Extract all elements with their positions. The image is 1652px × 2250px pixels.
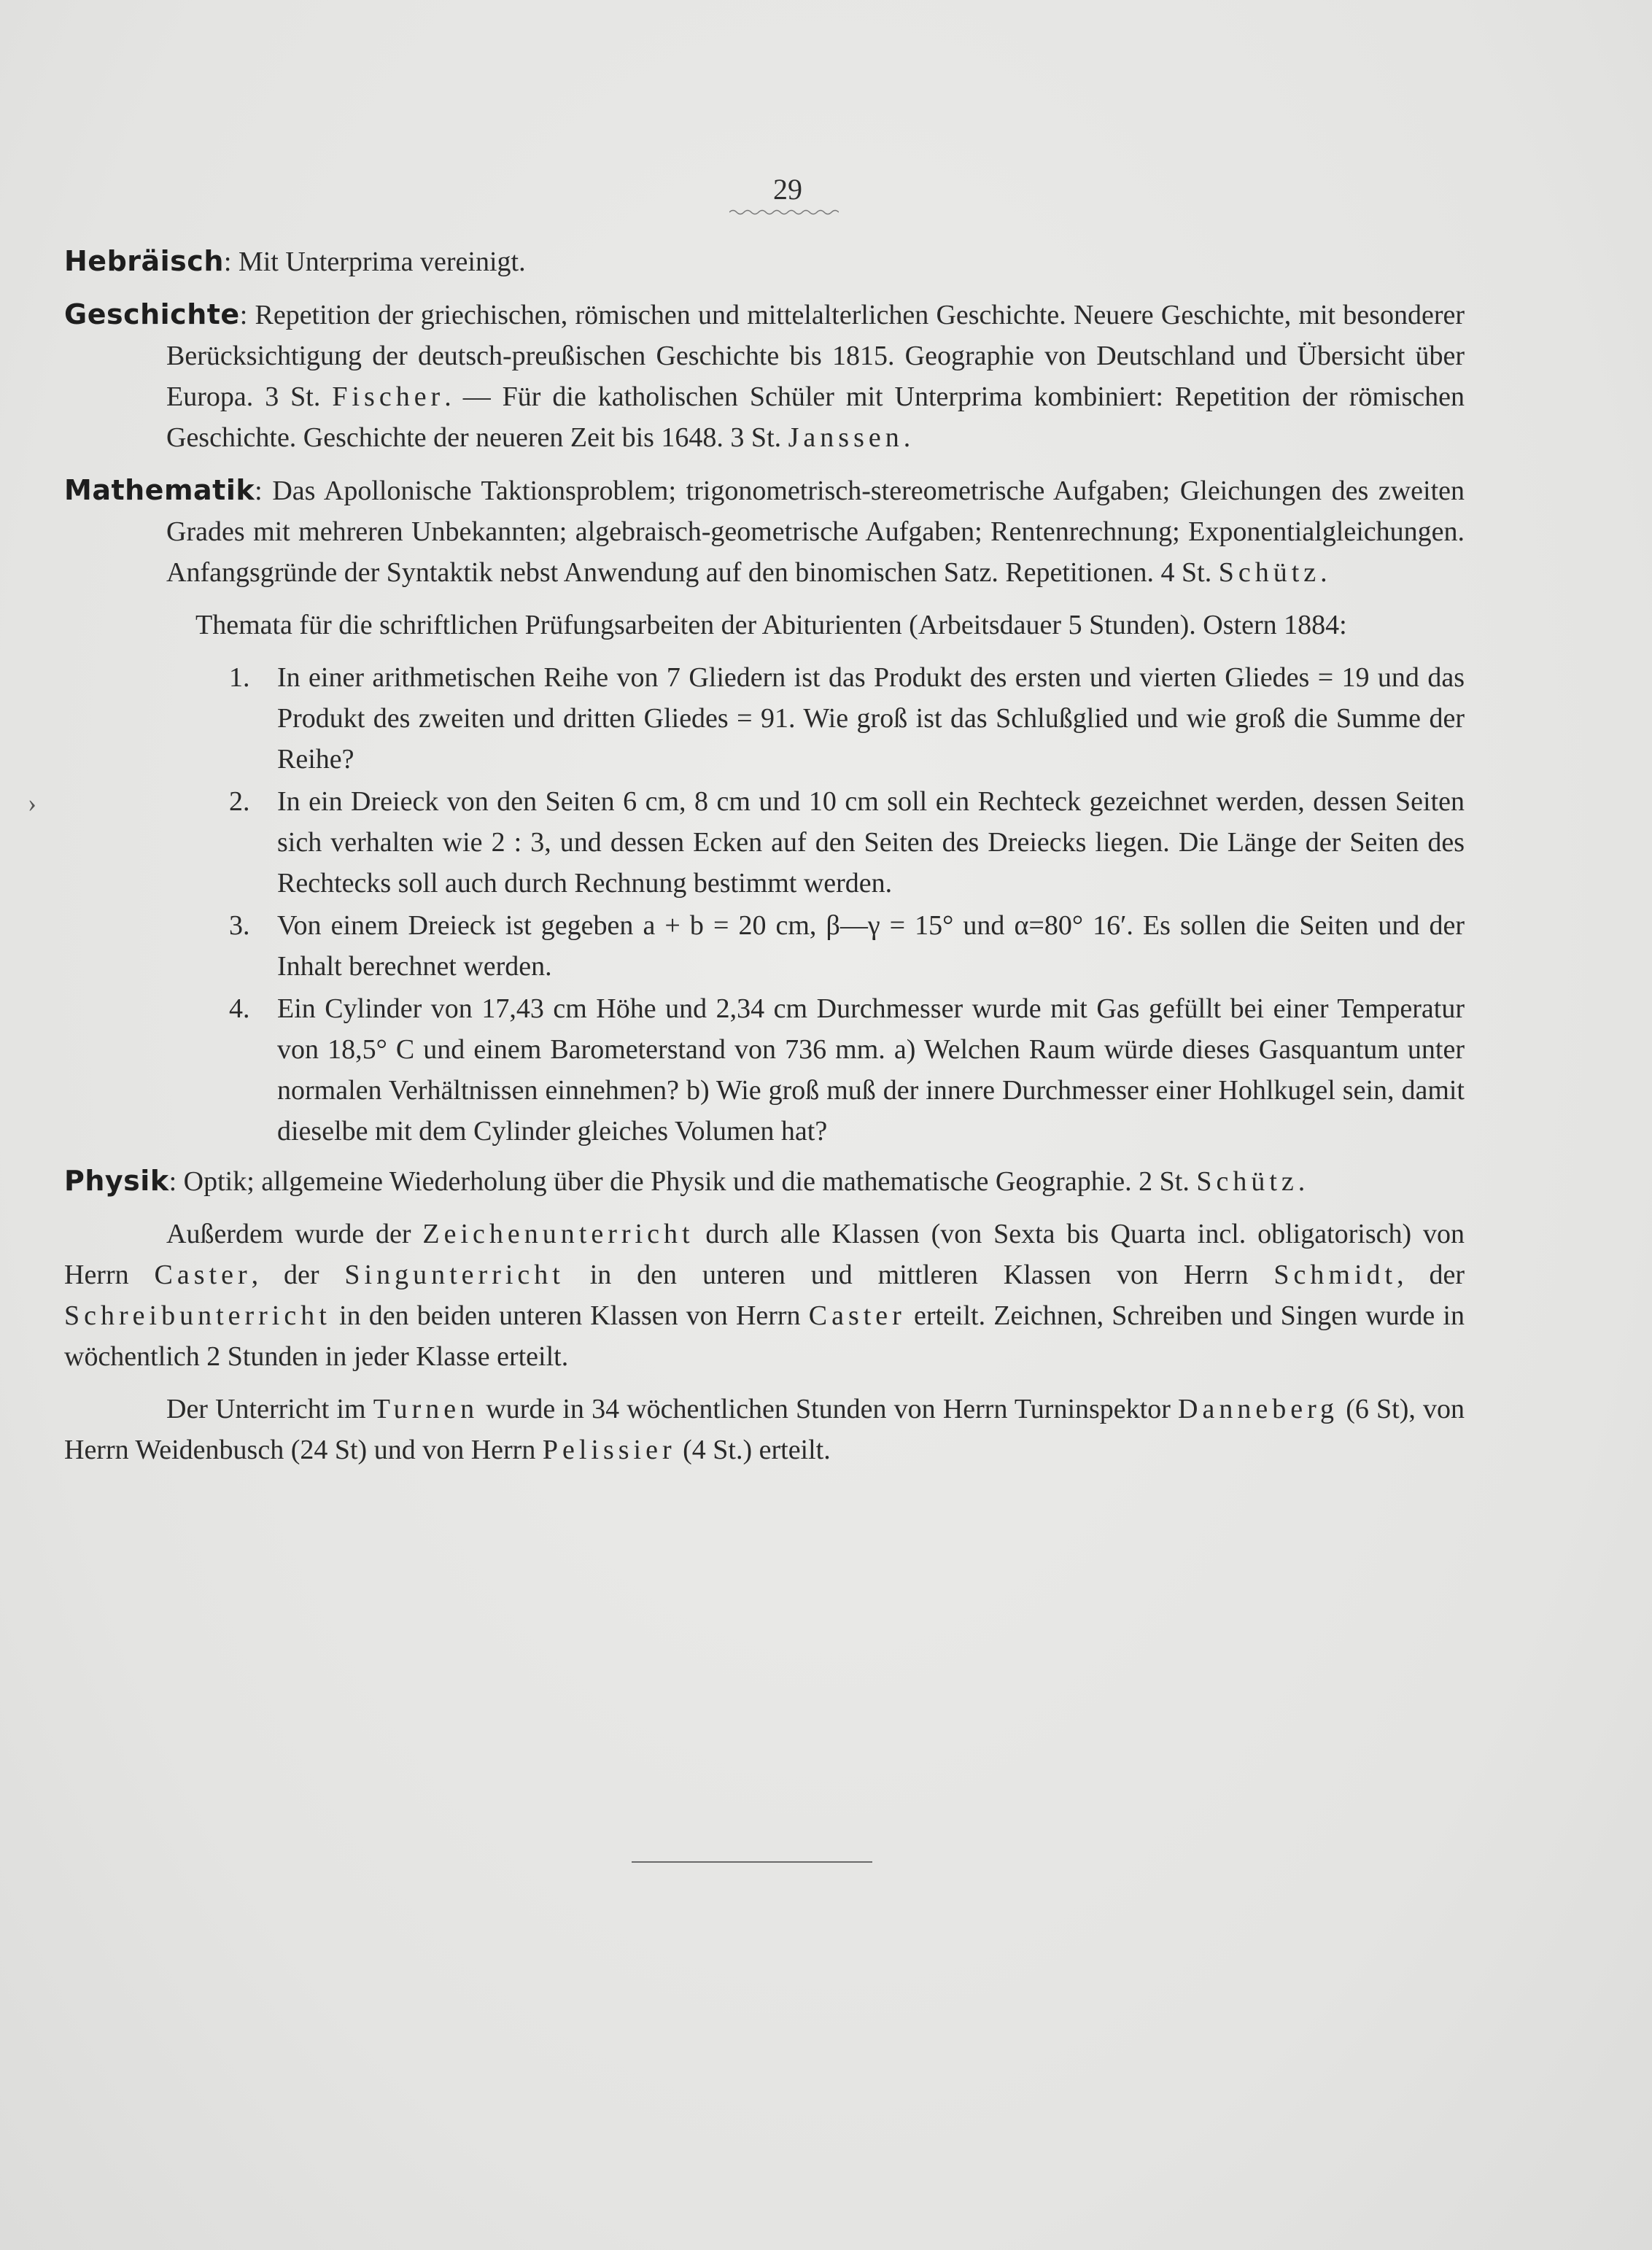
course-name: Turnen	[373, 1394, 479, 1424]
paragraph-text: erteilt. Zeichnen, Schreiben und Singen wurde in wöchentlich 2 Stunden in jeder Klasse erteilt.	[64, 1300, 1465, 1372]
task-text: In einer arithmetischen Reihe von 7 Gliedern ist das Produkt des ersten und vierten Gliedes = 19 und das Produkt des zweiten und dritten Gliedes = 91. Wie groß ist das Schlußglied und wie groß die Summe der Reihe?	[277, 662, 1465, 775]
paragraph-text: , der	[251, 1260, 345, 1290]
list-item	[64, 781, 1465, 904]
section-text: .	[903, 422, 911, 453]
paragraph-text: (4 St.) erteilt.	[675, 1435, 831, 1465]
course-name: Schreibunterricht	[64, 1300, 331, 1331]
subject-label-physik: Physik	[64, 1165, 169, 1197]
teacher-name: Caster	[808, 1300, 906, 1331]
paragraph-text: durch alle Klassen (von Sexta bis Quarta incl. obligatorisch) von Herrn	[64, 1219, 1465, 1290]
section-geschichte	[64, 294, 1465, 458]
task-number: 4.	[229, 993, 250, 1024]
paragraph-text: in den unteren und mittleren Klassen von Herrn	[564, 1260, 1274, 1290]
exam-task-list	[64, 657, 1465, 1152]
paragraph-text: Außerdem wurde der	[166, 1219, 423, 1249]
course-name: Zeichenunterricht	[422, 1219, 694, 1249]
section-hebraeisch	[64, 241, 1465, 282]
teacher-name: Danneberg	[1178, 1394, 1339, 1424]
section-divider	[632, 1861, 872, 1863]
paragraph-turnen	[64, 1389, 1465, 1470]
teacher-name: Schütz	[1218, 557, 1321, 588]
subject-label-mathematik: Mathematik	[64, 474, 255, 506]
teacher-name: Fischer	[332, 381, 445, 412]
list-item	[64, 657, 1465, 780]
document-body	[64, 241, 1465, 1482]
paragraph-text: in den beiden unteren Klassen von Herrn	[330, 1300, 809, 1331]
page-number: 29	[773, 173, 802, 206]
paragraph-text: Der Unterricht im	[166, 1394, 373, 1424]
section-text: .	[1298, 1166, 1306, 1197]
section-text: : Mit Unterprima vereinigt.	[223, 247, 526, 277]
task-number: 3.	[229, 910, 250, 941]
list-item	[64, 988, 1465, 1152]
section-text: : Repetition der griechischen, römischen und mittelalterlichen Geschichte. Neuere Geschichte, mit besonderer Berücksichtigung der deutsch-preußischen Geschichte bis 1815. Geographie von Deutschland und Übersicht über Europa. 3 St.	[166, 300, 1465, 412]
margin-mark: ›	[28, 788, 36, 818]
subject-label-hebraeisch: Hebräisch	[64, 245, 224, 277]
task-text: Von einem Dreieck ist gegeben a + b = 20 cm, β—γ = 15° und α=80° 16′. Es sollen die Seiten und der Inhalt berechnet werden.	[277, 910, 1465, 982]
teacher-name: Schmidt	[1273, 1260, 1397, 1290]
section-physik	[64, 1160, 1465, 1202]
section-text: .	[1320, 557, 1327, 588]
section-text: : Das Apollonische Taktionsproblem; trigonometrisch-stereometrische Aufgaben; Gleichungen des zweiten Grades mit mehreren Unbekannten; algebraisch-geometrische Aufgaben; Rentenrechnung; Exponentialgleichungen. Anfangsgründe der Syntaktik nebst Anwendung auf den binomischen Satz. Repetitionen. 4 St.	[166, 476, 1465, 588]
task-text: Ein Cylinder von 17,43 cm Höhe und 2,34 cm Durchmesser wurde mit Gas gefüllt bei einer Temperatur von 18,5° C und einem Barometerstand von 736 mm. a) Welchen Raum würde dieses Gasquantum unter normalen Verhältnissen einnehmen? b) Wie groß muß der innere Durchmesser einer Hohlkugel sein, damit dieselbe mit dem Cylinder gleiches Volumen hat?	[277, 993, 1465, 1147]
section-mathematik	[64, 470, 1465, 593]
section-text: : Optik; allgemeine Wiederholung über die Physik und die mathematische Geographie. 2 St.	[168, 1166, 1197, 1197]
subject-label-geschichte: Geschichte	[64, 298, 240, 330]
task-text: In ein Dreieck von den Seiten 6 cm, 8 cm und 10 cm soll ein Rechteck gezeichnet werden, dessen Seiten sich verhalten wie 2 : 3, und dessen Ecken auf den Seiten des Dreiecks liegen. Die Länge der Seiten des Rechtecks soll auch durch Rechnung bestimmt werden.	[277, 786, 1465, 899]
page-number-ornament	[729, 209, 839, 216]
task-number: 2.	[229, 786, 250, 817]
teacher-name: Pelissier	[542, 1435, 676, 1465]
list-item	[64, 905, 1465, 987]
themata-intro: Themata für die schriftlichen Prüfungsarbeiten der Abiturienten (Arbeitsdauer 5 Stunden). Ostern 1884:	[195, 610, 1347, 640]
paragraph-text: , der	[1397, 1260, 1465, 1290]
task-number: 1.	[229, 662, 250, 693]
paragraph-text: wurde in 34 wöchentlichen Stunden von Herrn Turninspektor	[478, 1394, 1179, 1424]
teacher-name: Caster	[154, 1260, 252, 1290]
teacher-name: Schütz	[1196, 1166, 1298, 1197]
course-name: Singunterricht	[344, 1260, 565, 1290]
paragraph-ausserdem	[64, 1214, 1465, 1377]
section-text: . — Für die katholischen Schüler mit Unterprima kombiniert: Repetition der römischen Geschichte. Geschichte der neueren Zeit bis 1648. 3 St.	[166, 381, 1465, 453]
paragraph-text: (6 St), von Herrn Weidenbusch (24 St) und von Herrn	[64, 1394, 1465, 1465]
teacher-name: Janssen	[788, 422, 904, 453]
